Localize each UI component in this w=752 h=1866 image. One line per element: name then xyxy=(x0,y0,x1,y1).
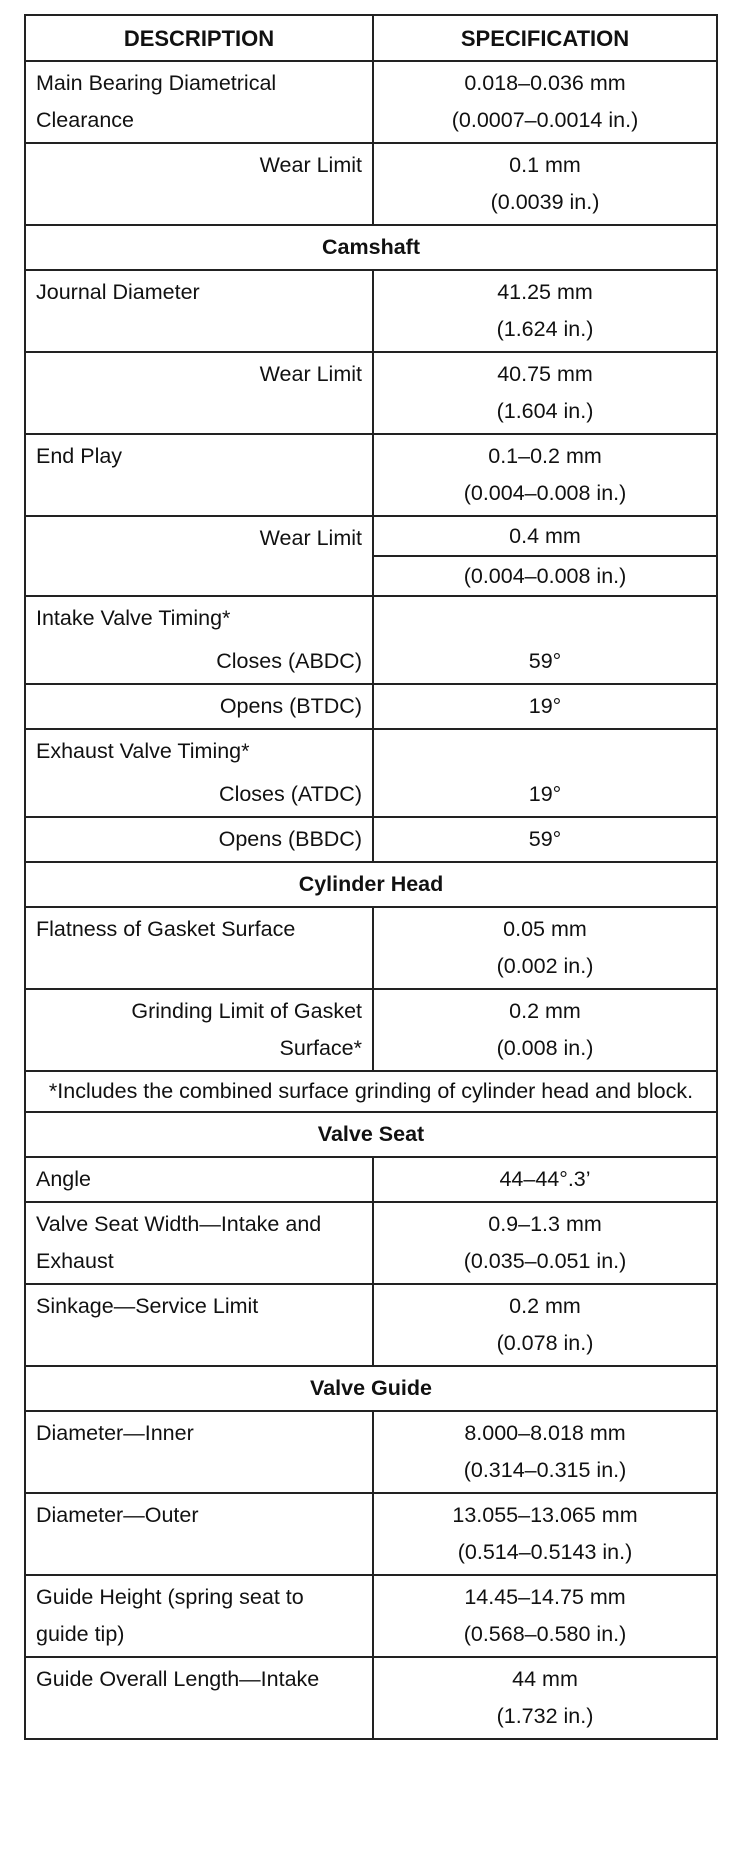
guide-height-value xyxy=(373,1575,717,1657)
imperial-value: (0.004–0.008 in.) xyxy=(463,564,627,588)
metric-value: 8.000–8.018 mm xyxy=(464,1421,626,1445)
imperial-value: (0.078 in.) xyxy=(496,1331,594,1355)
imperial-value: (0.035–0.051 in.) xyxy=(463,1249,627,1273)
imperial-value: (0.314–0.315 in.) xyxy=(463,1458,627,1482)
specification-header: SPECIFICATION xyxy=(373,15,717,61)
main-bearing-clearance-label: Main Bearing Diametrical Clearance xyxy=(25,61,373,143)
end-play-wear-limit-value xyxy=(373,516,717,596)
table-row xyxy=(25,1157,717,1202)
imperial-value: (0.0007–0.0014 in.) xyxy=(451,108,639,132)
journal-wear-limit-value xyxy=(373,352,717,434)
imperial-value: (0.568–0.580 in.) xyxy=(463,1622,627,1646)
intake-opens-label: Opens (BTDC) xyxy=(25,684,373,729)
section-row xyxy=(25,1112,717,1157)
metric-value: 0.9–1.3 mm xyxy=(488,1212,602,1236)
guide-inner-diameter-label: Diameter—Inner xyxy=(25,1411,373,1493)
table-row xyxy=(25,773,717,817)
metric-value: 44 mm xyxy=(512,1667,578,1691)
table-row xyxy=(25,596,717,640)
section-row xyxy=(25,1366,717,1411)
table-row xyxy=(25,1493,717,1575)
guide-length-label: Guide Overall Length—Intake xyxy=(25,1657,373,1739)
grinding-limit-line1: Grinding Limit of Gasket xyxy=(131,999,362,1023)
table-row xyxy=(25,817,717,862)
guide-outer-diameter-label: Diameter—Outer xyxy=(25,1493,373,1575)
intake-closes-label: Closes (ABDC) xyxy=(25,640,373,684)
table-row xyxy=(25,989,717,1071)
table-row xyxy=(25,270,717,352)
imperial-value: (0.0039 in.) xyxy=(490,190,600,214)
metric-value: 0.1 mm xyxy=(509,153,581,177)
section-row xyxy=(25,225,717,270)
table-row xyxy=(25,640,717,684)
grinding-limit-value xyxy=(373,989,717,1071)
intake-closes-value: 59° xyxy=(373,640,717,684)
imperial-value: (1.624 in.) xyxy=(496,317,594,341)
metric-value: 14.45–14.75 mm xyxy=(464,1585,626,1609)
guide-height-label: Guide Height (spring seat to guide tip) xyxy=(25,1575,373,1657)
camshaft-section-title: Camshaft xyxy=(25,225,717,270)
specification-table xyxy=(24,14,718,1740)
sinkage-value xyxy=(373,1284,717,1366)
table-row xyxy=(25,1202,717,1284)
table-row xyxy=(25,143,717,225)
main-bearing-clearance-value xyxy=(373,61,717,143)
table-row xyxy=(25,434,717,516)
grinding-limit-line2: Surface* xyxy=(279,1036,362,1060)
guide-length-value xyxy=(373,1657,717,1739)
metric-value: 0.05 mm xyxy=(503,917,587,941)
metric-value: 41.25 mm xyxy=(497,280,593,304)
metric-value: 13.055–13.065 mm xyxy=(452,1503,638,1527)
exhaust-opens-label: Opens (BBDC) xyxy=(25,817,373,862)
exhaust-closes-label: Closes (ATDC) xyxy=(25,773,373,817)
journal-diameter-value xyxy=(373,270,717,352)
imperial-value: (1.604 in.) xyxy=(496,399,594,423)
end-play-label: End Play xyxy=(25,434,373,516)
table-row xyxy=(25,1411,717,1493)
main-bearing-wear-limit-value xyxy=(373,143,717,225)
exhaust-valve-timing-label: Exhaust Valve Timing* xyxy=(25,729,373,773)
table-row xyxy=(25,729,717,773)
metric-value: 0.018–0.036 mm xyxy=(464,71,626,95)
imperial-value: (0.004–0.008 in.) xyxy=(463,481,627,505)
table-row xyxy=(25,1575,717,1657)
metric-value: 0.2 mm xyxy=(509,1294,581,1318)
intake-valve-timing-label: Intake Valve Timing* xyxy=(25,596,373,640)
imperial-value: (0.008 in.) xyxy=(496,1036,594,1060)
note-row xyxy=(25,1071,717,1112)
section-row xyxy=(25,862,717,907)
seat-angle-label: Angle xyxy=(25,1157,373,1202)
seat-angle-value: 44–44°.3’ xyxy=(373,1157,717,1202)
valve-seat-section-title: Valve Seat xyxy=(25,1112,717,1157)
journal-diameter-label: Journal Diameter xyxy=(25,270,373,352)
exhaust-valve-timing-blank xyxy=(373,729,717,773)
table-header-row xyxy=(25,15,717,61)
main-bearing-wear-limit-label: Wear Limit xyxy=(25,143,373,225)
gasket-flatness-value xyxy=(373,907,717,989)
grinding-limit-label xyxy=(25,989,373,1071)
seat-width-label: Valve Seat Width—Intake and Exhaust xyxy=(25,1202,373,1284)
table-row xyxy=(25,516,717,596)
table-row xyxy=(25,61,717,143)
imperial-value: (0.514–0.5143 in.) xyxy=(457,1540,633,1564)
description-header: DESCRIPTION xyxy=(25,15,373,61)
table-row xyxy=(25,352,717,434)
exhaust-closes-value: 19° xyxy=(373,773,717,817)
table-row xyxy=(25,1657,717,1739)
metric-value: 0.2 mm xyxy=(509,999,581,1023)
table-row xyxy=(25,907,717,989)
gasket-flatness-label: Flatness of Gasket Surface xyxy=(25,907,373,989)
cylinder-head-section-title: Cylinder Head xyxy=(25,862,717,907)
intake-valve-timing-blank xyxy=(373,596,717,640)
seat-width-value xyxy=(373,1202,717,1284)
guide-inner-diameter-value xyxy=(373,1411,717,1493)
sinkage-label: Sinkage—Service Limit xyxy=(25,1284,373,1366)
imperial-value: (1.732 in.) xyxy=(496,1704,594,1728)
table-row xyxy=(25,684,717,729)
exhaust-opens-value: 59° xyxy=(373,817,717,862)
journal-wear-limit-label: Wear Limit xyxy=(25,352,373,434)
guide-outer-diameter-value xyxy=(373,1493,717,1575)
end-play-wear-limit-label: Wear Limit xyxy=(25,516,373,596)
valve-guide-section-title: Valve Guide xyxy=(25,1366,717,1411)
metric-value: 0.4 mm xyxy=(374,517,716,557)
end-play-value xyxy=(373,434,717,516)
imperial-value: (0.002 in.) xyxy=(496,954,594,978)
metric-value: 40.75 mm xyxy=(497,362,593,386)
intake-opens-value: 19° xyxy=(373,684,717,729)
table-row xyxy=(25,1284,717,1366)
metric-value: 0.1–0.2 mm xyxy=(488,444,602,468)
grinding-footnote: *Includes the combined surface grinding of cylinder head and block. xyxy=(25,1071,717,1112)
